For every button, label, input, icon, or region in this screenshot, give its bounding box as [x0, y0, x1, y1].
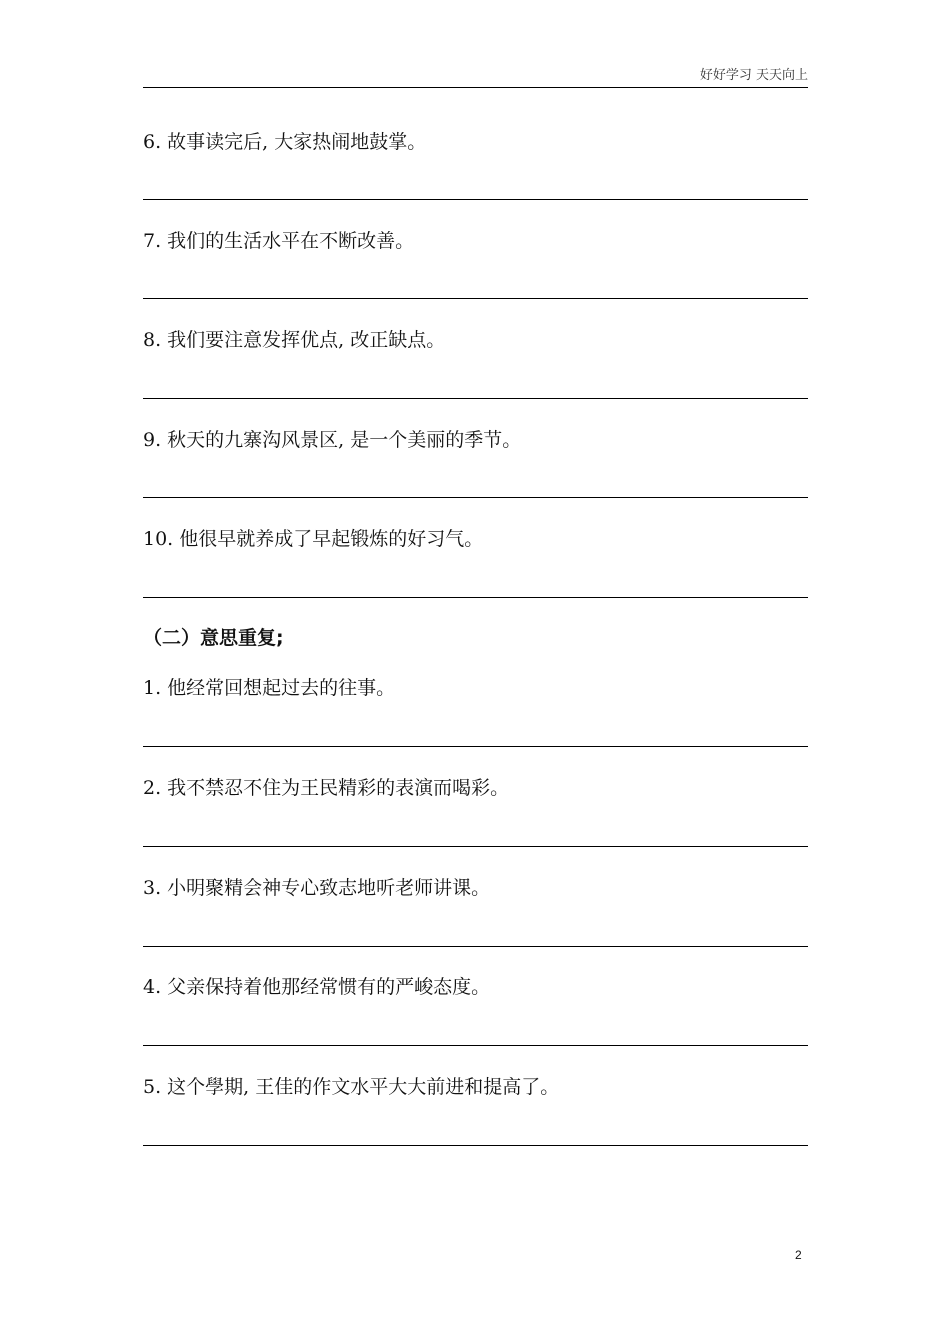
answer-line-8[interactable] [143, 398, 808, 399]
question-8: 8. 我们要注意发挥优点, 改正缺点。 [143, 329, 446, 351]
question-2-3: 3. 小明聚精会神专心致志地听老师讲课。 [143, 877, 491, 899]
answer-line-2-5[interactable] [143, 1145, 808, 1146]
question-7: 7. 我们的生活水平在不断改善。 [143, 230, 415, 252]
answer-line-9[interactable] [143, 497, 808, 498]
question-2-5: 5. 这个學期, 王佳的作文水平大大前进和提高了。 [143, 1076, 560, 1098]
answer-line-2-1[interactable] [143, 746, 808, 747]
question-2-1: 1. 他经常回想起过去的往事。 [143, 677, 396, 699]
answer-line-6[interactable] [143, 199, 808, 200]
answer-line-2-4[interactable] [143, 1045, 808, 1046]
answer-line-7[interactable] [143, 298, 808, 299]
question-9: 9. 秋天的九寨沟风景区, 是一个美丽的季节。 [143, 429, 522, 451]
answer-line-10[interactable] [143, 597, 808, 598]
header-rule [143, 87, 808, 88]
question-6: 6. 故事读完后, 大家热闹地鼓掌。 [143, 131, 427, 153]
answer-line-2-2[interactable] [143, 846, 808, 847]
page-number: 2 [795, 1248, 802, 1262]
question-2-2: 2. 我不禁忍不住为王民精彩的表演而喝彩。 [143, 777, 510, 799]
question-10: 10. 他很早就养成了早起锻炼的好习气。 [143, 528, 484, 550]
question-2-4: 4. 父亲保持着他那经常惯有的严峻态度。 [143, 976, 491, 998]
answer-line-2-3[interactable] [143, 946, 808, 947]
page-header: 好好学习 天天向上 [699, 68, 808, 83]
section-title: （二）意思重复; [143, 627, 284, 649]
